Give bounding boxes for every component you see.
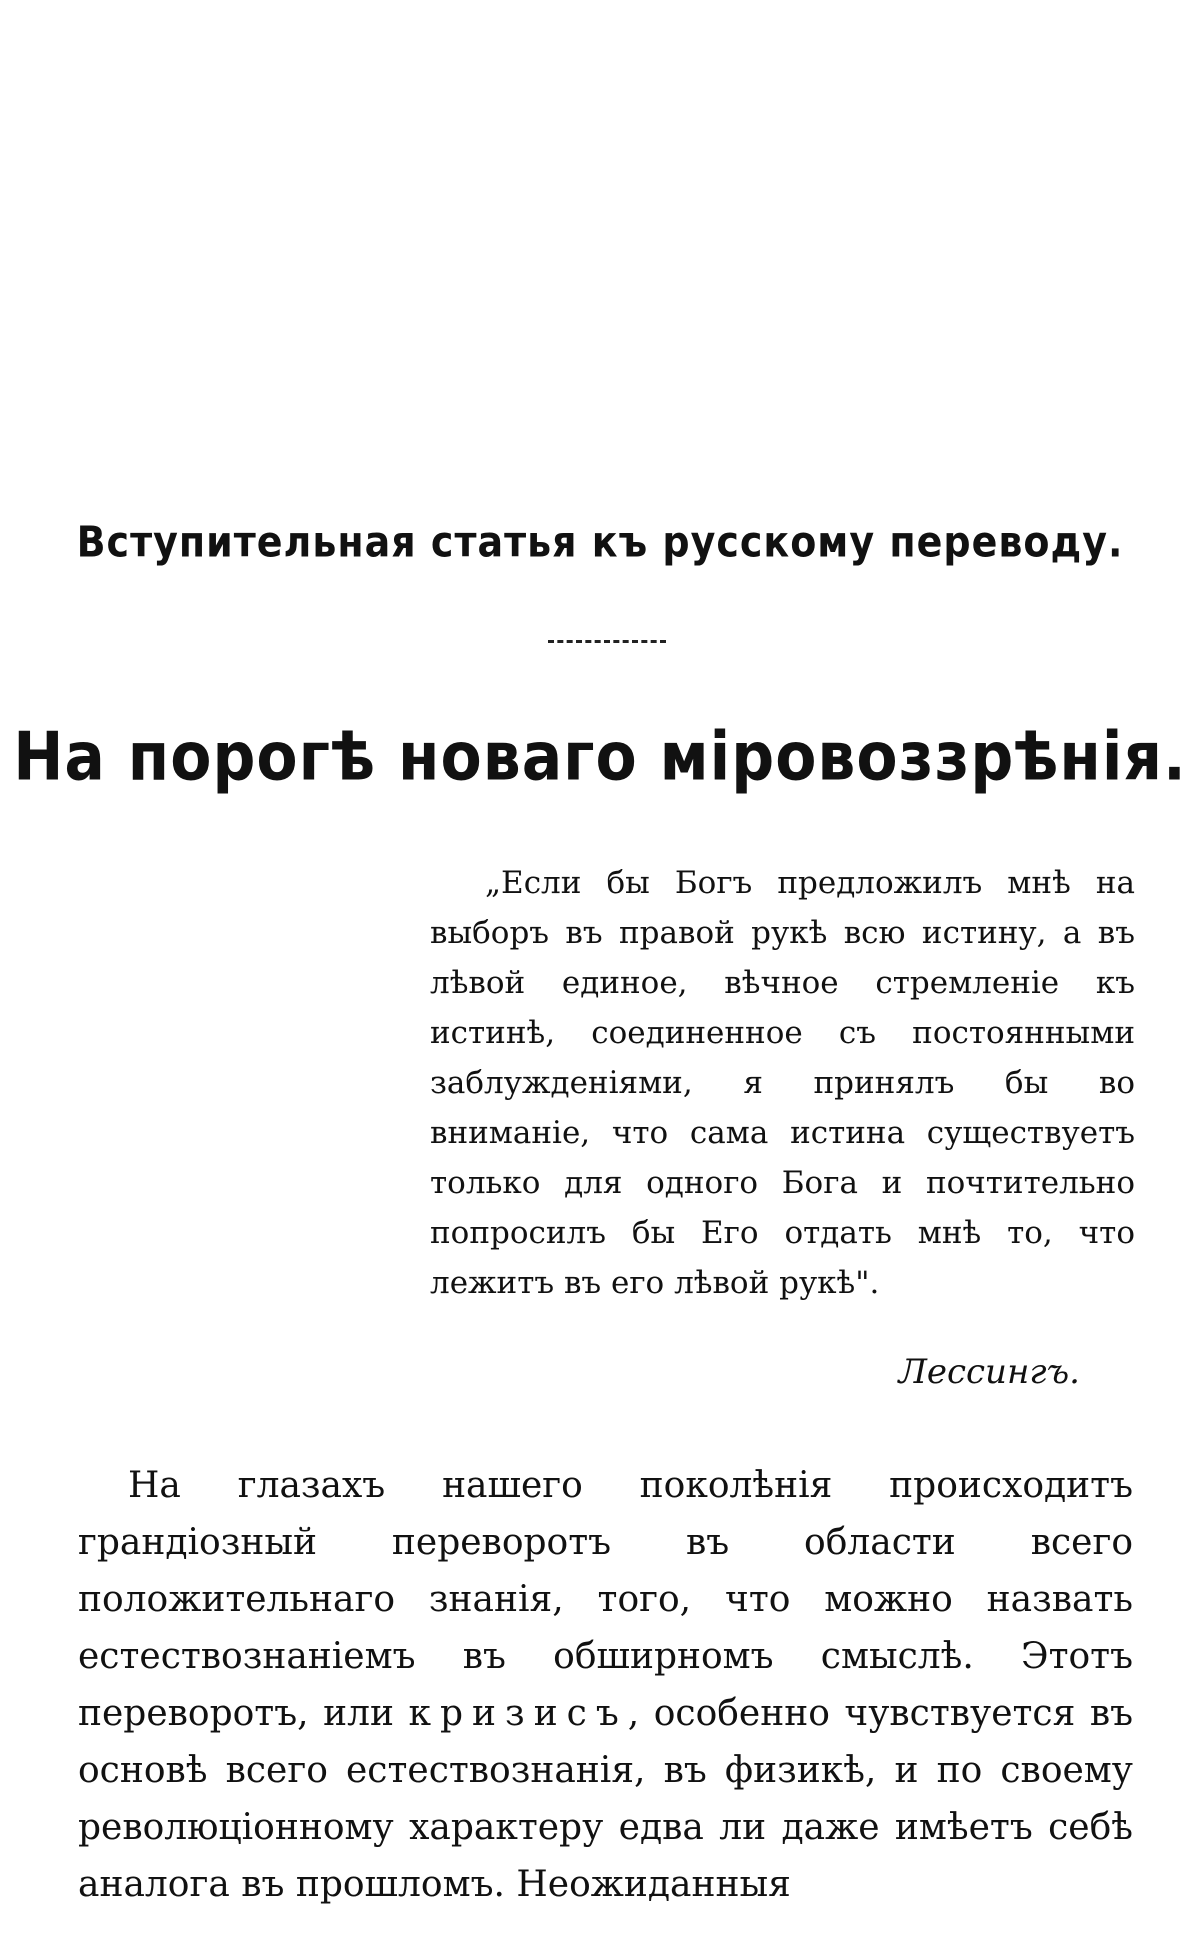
body-paragraph (78, 1457, 1133, 1913)
decorative-divider (548, 640, 666, 643)
paragraph-text (78, 1457, 1133, 1913)
chapter-title: На порогѣ новаго міровоззрѣнія. (13, 717, 1187, 797)
epigraph-author: Лессингъ. (898, 1352, 1080, 1392)
text-part-2: , особенно чувствуется въ основѣ всего естествознанія, въ физикѣ, и по своему революціонному характеру едва ли даже имѣетъ себѣ аналога въ прошломъ. Неожиданныя (78, 1693, 1133, 1905)
emphasized-word: кризисъ (408, 1693, 628, 1734)
epigraph (430, 858, 1135, 1308)
section-heading: Вступительная статья къ русскому переводу. (76, 517, 1124, 567)
text-part-1: На глазахъ нашего поколѣнія происходитъ грандіозный переворотъ въ области всего положительнаго знанія, того, что можно назвать естествознаніемъ въ обширномъ смыслѣ. Этотъ переворотъ, или (78, 1465, 1133, 1734)
epigraph-text: „Если бы Богъ предложилъ мнѣ на выборъ въ правой рукѣ всю истину, а въ лѣвой единое, вѣчное стремленіе къ истинѣ, соединенное съ постоянными заблужденіями, я принялъ бы во вниманіе, что сама истина существуетъ только для одного Бога и почтительно попросилъ бы Его отдать мнѣ то, что лежитъ въ его лѣвой рукѣ". (430, 865, 1135, 1301)
